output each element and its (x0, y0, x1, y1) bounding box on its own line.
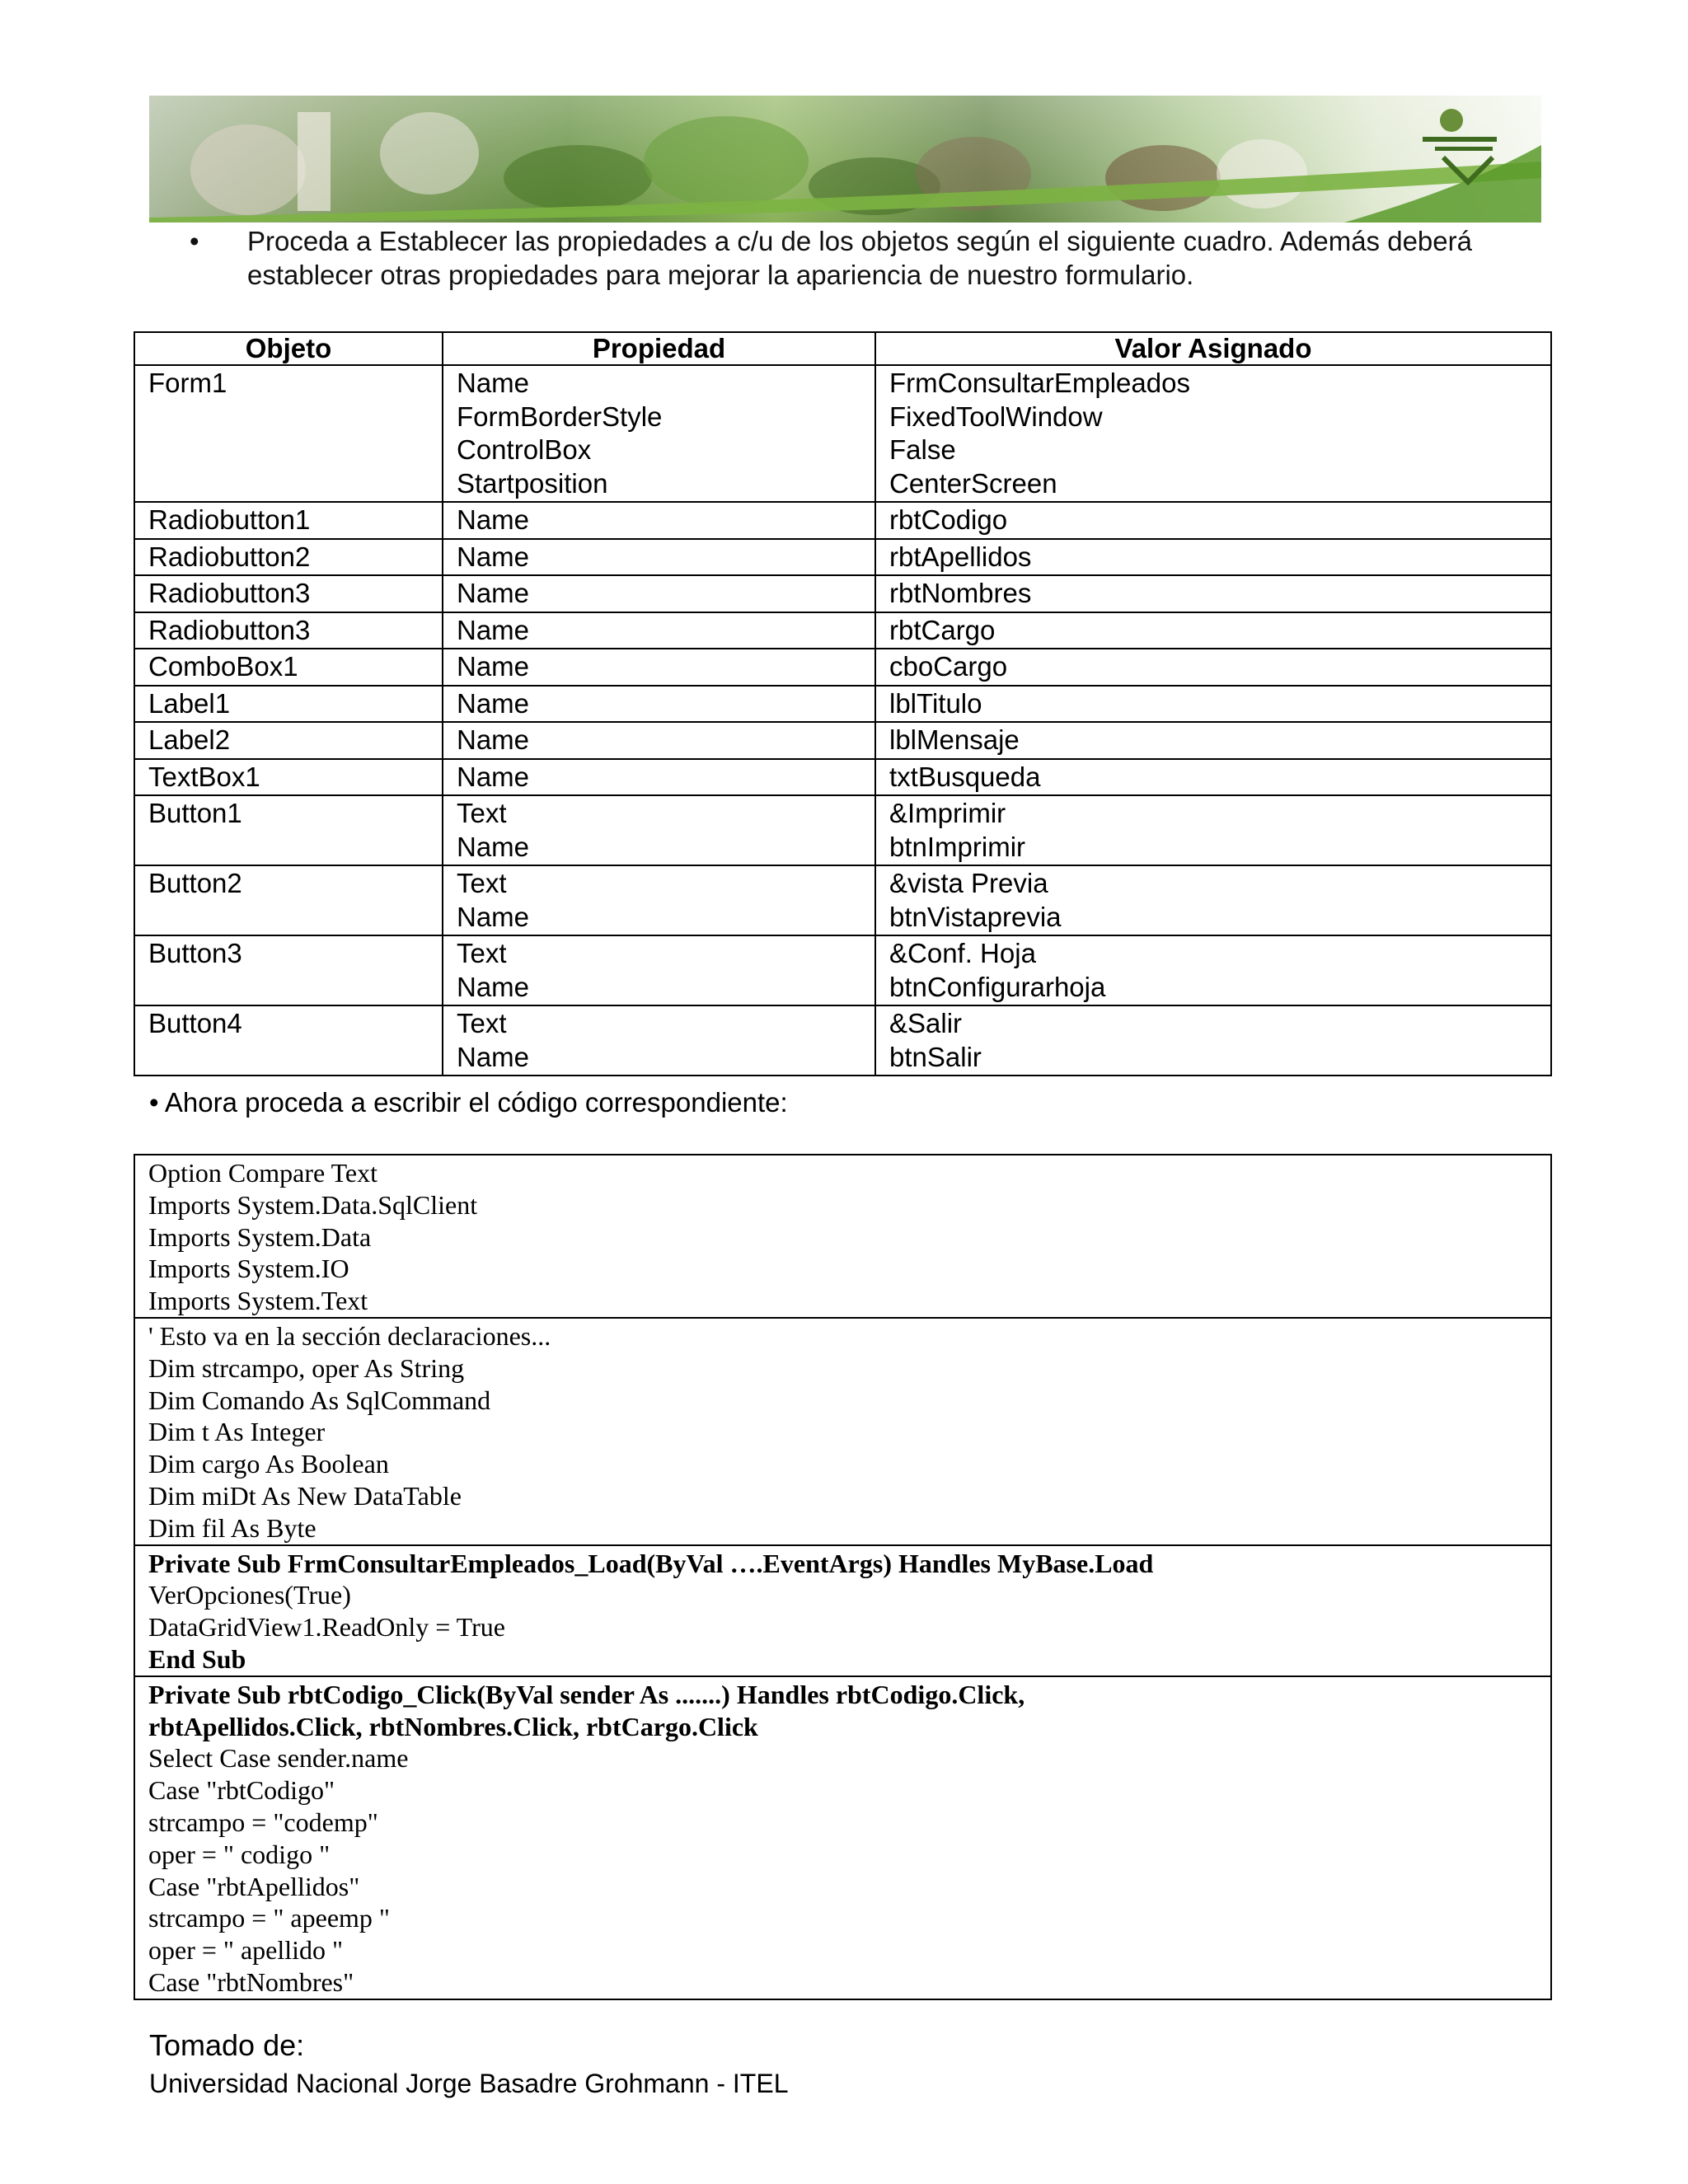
table-row (134, 365, 1551, 502)
property-name: Name (457, 1041, 530, 1072)
assigned-value: btnImprimir (889, 831, 1026, 862)
code-line: End Sub (148, 1643, 246, 1674)
value-cell (875, 686, 1551, 723)
code-line: Case "rbtApellidos" (148, 1871, 360, 1901)
code-intro: • Ahora proceda a escribir el código correspondiente: (149, 1087, 788, 1118)
object-cell (134, 612, 443, 649)
assigned-value: &Salir (889, 1008, 963, 1038)
intro-paragraph (190, 224, 1508, 292)
value-cell (875, 612, 1551, 649)
code-section (135, 1155, 1550, 1319)
code-line: Dim strcampo, oper As String (148, 1352, 465, 1383)
table-row (134, 649, 1551, 686)
object-name: Radiobutton3 (148, 614, 311, 645)
assigned-value: &vista Previa (889, 868, 1048, 898)
table-row (134, 539, 1551, 576)
code-line: Private Sub rbtCodigo_Click(ByVal sender As .......) Handles rbtCodigo.Click, (148, 1679, 1025, 1709)
banner-image (149, 96, 1541, 223)
value-cell (875, 649, 1551, 686)
value-cell (875, 365, 1551, 502)
header-propiedad: Propiedad (443, 332, 875, 365)
properties-table-body (134, 365, 1551, 1076)
value-cell (875, 722, 1551, 759)
value-cell (875, 795, 1551, 865)
code-line: Dim t As Integer (148, 1417, 326, 1447)
object-cell (134, 722, 443, 759)
property-cell (443, 365, 875, 502)
code-line: Dim cargo As Boolean (148, 1449, 389, 1479)
object-name: Form1 (148, 368, 227, 398)
intro-text: Proceda a Establecer las propiedades a c/u de los objetos según el siguiente cuadro. Además deberá establecer otras propiedades para mejorar la apariencia de nuestro formulario. (247, 226, 1472, 290)
property-name: Text (457, 798, 507, 828)
property-name: Name (457, 724, 530, 755)
code-line: strcampo = " apeemp " (148, 1903, 390, 1933)
object-cell (134, 1005, 443, 1076)
code-line: Imports System.Data (148, 1221, 372, 1252)
value-cell (875, 575, 1551, 612)
property-cell (443, 865, 875, 935)
object-cell (134, 502, 443, 539)
assigned-value: txtBusqueda (889, 761, 1041, 792)
assigned-value: rbtCargo (889, 614, 996, 645)
code-line: Select Case sender.name (148, 1743, 409, 1774)
property-name: Text (457, 1008, 507, 1038)
property-name: Name (457, 541, 530, 572)
property-cell (443, 722, 875, 759)
value-cell (875, 935, 1551, 1005)
table-row (134, 686, 1551, 723)
property-name: Text (457, 938, 507, 968)
object-name: Button2 (148, 868, 242, 898)
table-row (134, 935, 1551, 1005)
object-name: Radiobutton1 (148, 504, 311, 535)
object-cell (134, 686, 443, 723)
code-line: DataGridView1.ReadOnly = True (148, 1612, 505, 1643)
property-name: Startposition (457, 467, 608, 499)
property-name: Text (457, 868, 507, 898)
assigned-value: False (889, 434, 956, 465)
property-name: Name (457, 687, 530, 719)
properties-table (134, 331, 1552, 1076)
object-cell (134, 539, 443, 576)
code-line: Case "rbtNombres" (148, 1966, 354, 1997)
value-cell (875, 759, 1551, 796)
assigned-value: FixedToolWindow (889, 401, 1103, 432)
property-cell (443, 1005, 875, 1076)
property-cell (443, 502, 875, 539)
code-line: oper = " apellido " (148, 1935, 344, 1966)
object-name: Radiobutton3 (148, 578, 311, 608)
header-banner (149, 96, 1541, 223)
table-row (134, 502, 1551, 539)
property-cell (443, 539, 875, 576)
code-line: Imports System.IO (148, 1254, 349, 1284)
object-cell (134, 759, 443, 796)
code-line: VerOpciones(True) (148, 1580, 351, 1610)
assigned-value: btnConfigurarhoja (889, 971, 1106, 1002)
bullet: • (190, 226, 199, 256)
table-row (134, 865, 1551, 935)
object-name: Label1 (148, 687, 231, 719)
object-name: Label2 (148, 724, 231, 755)
assigned-value: CenterScreen (889, 467, 1057, 499)
object-cell (134, 365, 443, 502)
table-row (134, 575, 1551, 612)
property-cell (443, 612, 875, 649)
property-name: Name (457, 971, 530, 1002)
value-cell (875, 865, 1551, 935)
table-row (134, 759, 1551, 796)
assigned-value: &Conf. Hoja (889, 938, 1036, 968)
property-name: ControlBox (457, 434, 592, 465)
property-cell (443, 649, 875, 686)
property-cell (443, 575, 875, 612)
code-line: Dim Comando As SqlCommand (148, 1385, 491, 1415)
object-cell (134, 865, 443, 935)
assigned-value: FrmConsultarEmpleados (889, 368, 1190, 398)
assigned-value: cboCargo (889, 651, 1008, 682)
property-name: Name (457, 504, 530, 535)
object-cell (134, 575, 443, 612)
property-name: Name (457, 368, 530, 398)
code-line: strcampo = "codemp" (148, 1807, 378, 1837)
object-name: Button4 (148, 1008, 242, 1038)
assigned-value: rbtNombres (889, 578, 1032, 608)
table-row (134, 1005, 1551, 1076)
object-cell (134, 795, 443, 865)
code-line: ' Esto va en la sección declaraciones... (148, 1320, 551, 1351)
code-line: Option Compare Text (148, 1158, 378, 1188)
object-name: TextBox1 (148, 761, 260, 792)
object-cell (134, 935, 443, 1005)
property-cell (443, 795, 875, 865)
object-name: Button1 (148, 798, 242, 828)
code-line: oper = " codigo " (148, 1839, 331, 1869)
code-line: Dim miDt As New DataTable (148, 1480, 462, 1511)
code-line: Private Sub FrmConsultarEmpleados_Load(ByVal ….EventArgs) Handles MyBase.Load (148, 1548, 1154, 1578)
property-name: Name (457, 761, 530, 792)
value-cell (875, 539, 1551, 576)
table-row (134, 722, 1551, 759)
code-section (135, 1677, 1550, 1999)
property-name: Name (457, 831, 530, 862)
property-cell (443, 935, 875, 1005)
table-row (134, 612, 1551, 649)
code-line: Dim fil As Byte (148, 1512, 316, 1543)
table-header-row (134, 332, 1551, 365)
footer-title: Tomado de: (149, 2028, 305, 2062)
object-name: Button3 (148, 938, 242, 968)
property-cell (443, 686, 875, 723)
value-cell (875, 502, 1551, 539)
object-name: Radiobutton2 (148, 541, 311, 572)
assigned-value: rbtApellidos (889, 541, 1032, 572)
assigned-value: rbtCodigo (889, 504, 1008, 535)
assigned-value: btnVistaprevia (889, 901, 1062, 932)
footer-source: Universidad Nacional Jorge Basadre Grohmann - ITEL (149, 2069, 789, 2098)
assigned-value: lblTitulo (889, 687, 982, 719)
property-name: Name (457, 614, 530, 645)
code-section (135, 1319, 1550, 1546)
property-name: FormBorderStyle (457, 401, 663, 432)
assigned-value: lblMensaje (889, 724, 1020, 755)
property-cell (443, 759, 875, 796)
code-line: Imports System.Data.SqlClient (148, 1189, 478, 1220)
header-objeto: Objeto (134, 332, 443, 365)
assigned-value: &Imprimir (889, 798, 1006, 828)
assigned-value: btnSalir (889, 1041, 982, 1072)
value-cell (875, 1005, 1551, 1076)
code-line: rbtApellidos.Click, rbtNombres.Click, rbtCargo.Click (148, 1711, 758, 1741)
header-valor-asignado: Valor Asignado (875, 332, 1551, 365)
object-cell (134, 649, 443, 686)
code-line: Case "rbtCodigo" (148, 1775, 335, 1806)
code-box (134, 1154, 1552, 2000)
object-name: ComboBox1 (148, 651, 298, 682)
code-line: Imports System.Text (148, 1286, 368, 1316)
table-row (134, 795, 1551, 865)
code-section (135, 1546, 1550, 1677)
property-name: Name (457, 901, 530, 932)
property-name: Name (457, 651, 530, 682)
property-name: Name (457, 578, 530, 608)
